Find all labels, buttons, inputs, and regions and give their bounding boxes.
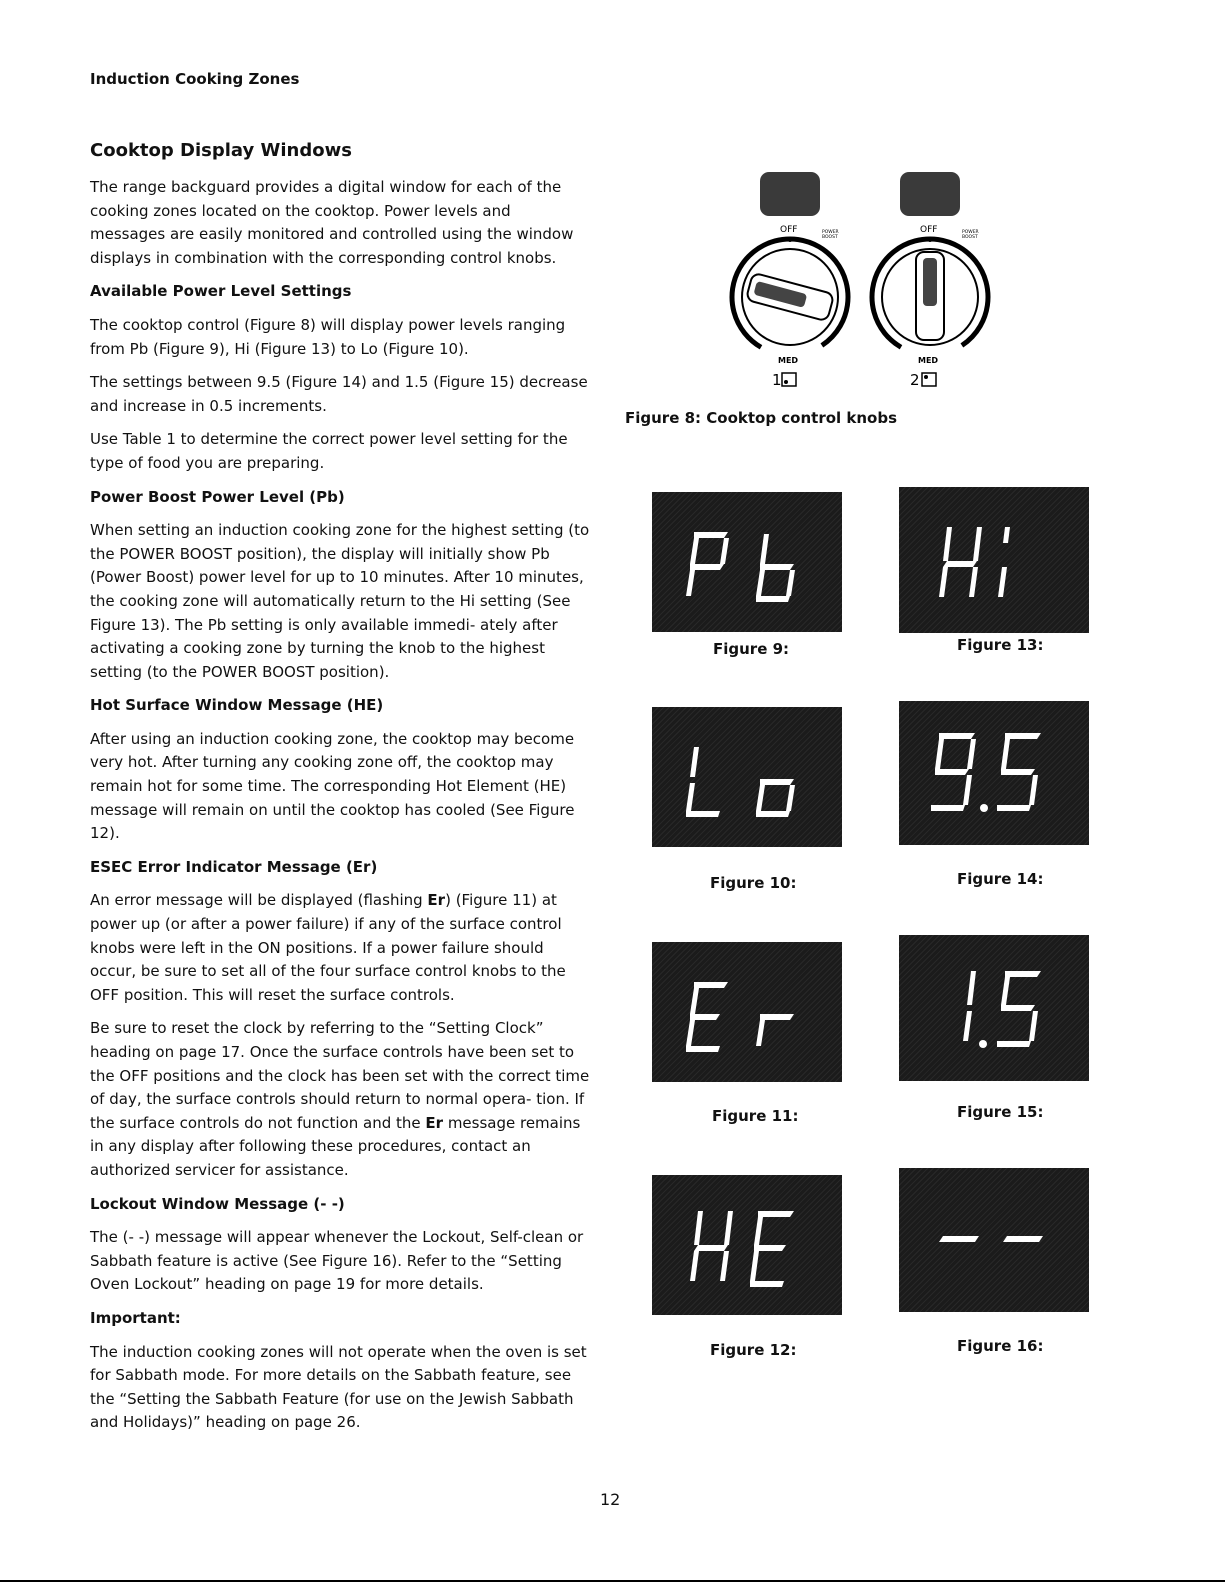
esec-p2-text-b: message remains in any display after following these procedures, contact an authorized servicer for assistance. [90,1113,581,1179]
knob-2-boost-label-2: BOOST [962,235,978,240]
knob-2-off-label: OFF [920,225,938,235]
figure-15-caption: Figure 15: [957,1103,1044,1121]
knob-2-number: 2 [910,371,920,389]
figure-14-caption: Figure 14: [957,870,1044,888]
esec-paragraph-2 [90,1017,590,1182]
bottom-rule [0,1580,1225,1582]
knob-1-boost-label-1: POWER [822,230,839,235]
intro-paragraph: The range backguard provides a digital window for each of the cooking zones located on the cooktop. Power levels and messages are easily monitored and controlled using the window displays in combination with the corresponding control knobs. [90,178,574,267]
control-knobs-illustration [720,170,1020,400]
knob-2-display-cap [900,172,960,216]
display-pb [652,492,842,632]
esec-error-heading: ESEC Error Indicator Message (Er) [90,857,378,876]
display-er [652,942,842,1082]
esec-p1-text-b: ) (Figure 11) at power up (or after a power failure) if any of the surface control knobs were left in the ON positions. If a power failure should occur, be sure to set all of the four surface control knobs to the OFF position. This will reset the surface controls. [90,891,566,1004]
available-paragraph-2: The settings between 9.5 (Figure 14) and 1.5 (Figure 15) decrease and increase in 0.5 increments. [90,373,588,415]
knob-1-boost-label-2: BOOST [822,235,838,240]
figure-9-caption: Figure 9: [713,640,790,658]
knob-1-off-label: OFF [780,225,798,235]
knob-1 [720,172,869,389]
display-lockout [899,1168,1089,1312]
display-hi [899,487,1089,633]
knobs-svg [720,170,1020,400]
figure-12-caption: Figure 12: [710,1341,797,1359]
figure-8-caption: Figure 8: Cooktop control knobs [625,409,898,427]
knob-2-med-label: MED [918,356,939,365]
important-paragraph: The induction cooking zones will not operate when the oven is set for Sabbath mode. For more details on the Sabbath feature, see the “Setting the Sabbath Feature (for use on the Jewish Sabbath and Holidays)” heading on page 26. [90,1342,587,1432]
page-title: Cooktop Display Windows [90,140,352,161]
available-paragraph-1: The cooktop control (Figure 8) will display power levels ranging from Pb (Figure 9), Hi (Figure 13) to Lo (Figure 10). [90,315,566,358]
important-heading: Important: [90,1308,181,1327]
hot-surface-paragraph: After using an induction cooking zone, the cooktop may become very hot. After turning any cooking zone off, the cooktop may remain hot for some time. The corresponding Hot Element (HE) message will remain on until the cooktop has cooled (See Figure 12). [90,729,575,843]
display-9-5 [899,701,1089,845]
hot-surface-heading: Hot Surface Window Message (HE) [90,696,384,715]
esec-p2-er: Er [425,1113,444,1132]
knob-1-display-cap [760,172,820,216]
knob-2-grip [916,252,944,340]
available-paragraph-3: Use Table 1 to determine the correct power level setting for the type of food you are preparing. [90,430,568,472]
esec-p1-text-a: An error message will be displayed (flashing [90,891,428,910]
figure-16-caption: Figure 16: [957,1337,1044,1355]
lockout-heading: Lockout Window Message (- -) [90,1194,345,1213]
knob-2-boost-label-1: POWER [962,230,979,235]
esec-paragraph-1 [90,889,590,1007]
lockout-paragraph: The (- -) message will appear whenever the Lockout, Self-clean or Sabbath feature is active (See Figure 16). Refer to the “Setting Oven Lockout” heading on page 19 for more details. [90,1228,584,1294]
display-lo [652,707,842,847]
body-text-column [90,176,590,1445]
figure-13-caption: Figure 13: [957,636,1044,654]
display-1-5 [899,935,1089,1081]
figure-10-caption: Figure 10: [710,874,797,892]
display-he [652,1175,842,1315]
page-number: 12 [600,1490,621,1509]
figure-11-caption: Figure 11: [712,1107,799,1125]
esec-p2-text-a: Be sure to reset the clock by referring to the “Setting Clock” heading on page 17. Once the surface controls have been set to the OFF positions and the clock has been set with the correct time of day, the surface controls should return to normal opera- tion. If the surface controls do not function and the [90,1019,590,1132]
knob-1-position-icon [782,373,796,386]
power-boost-paragraph: When setting an induction cooking zone for the highest setting (to the POWER BOOST position), the display will initially show Pb (Power Boost) power level for up to 10 minutes. After 10 minutes, the cooking zone will automatically return to the Hi setting (See Figure 13). The Pb setting is only available immedi- ately after activating a cooking zone by turning the knob to the highest setting (to the POWER BOOST position). [90,521,590,681]
knob-2-position-icon [922,373,936,386]
knob-2 [851,172,1009,389]
power-boost-heading: Power Boost Power Level (Pb) [90,487,345,506]
esec-p1-er: Er [427,891,446,910]
knob-1-number: 1 [772,371,782,389]
available-power-heading: Available Power Level Settings [90,282,352,301]
knob-1-med-label: MED [778,356,799,365]
section-header: Induction Cooking Zones [90,70,300,88]
